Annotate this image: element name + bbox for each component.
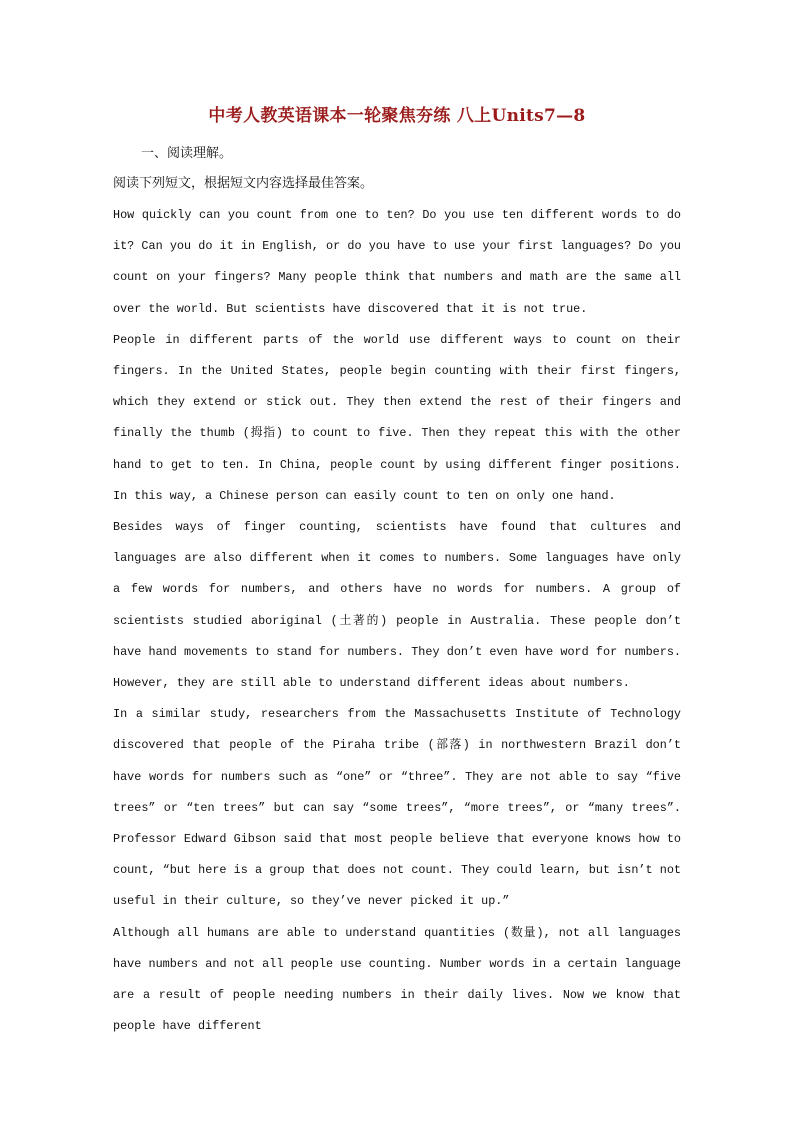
passage-paragraph-4: In a similar study, researchers from the Massachusetts Institute of Technology discovered that people of the Piraha tribe (部落) in northwestern Brazil don’t have words for numbers such as “one” or “three”. They are not able to say “five trees” or “ten trees” but can say “some trees”, “more trees”, or “many trees”. Professor Edward Gibson said that most people believe that everyone knows how to count, “but here is a group that does not count. They could learn, but isn’t not useful in their culture, so they’ve never picked it up.” [113,707,681,909]
passage-paragraph-1: How quickly can you count from one to ten? Do you use ten different words to do it? Can you do it in English, or do you have to use your first languages? Do you count on your fingers? Many people think that numbers and math are the same all over the world. But scientists have discovered that it is not true. [113,208,681,316]
reading-passage [113,200,681,1042]
section-heading: 一、阅读理解。 [141,146,233,161]
passage-paragraph-5: Although all humans are able to understand quantities (数量), not all languages have numbers and not all people use counting. Number words in a certain language are a result of people needing numbers in their daily lives. Now we know that people have different [113,925,681,1034]
passage-paragraph-3: Besides ways of finger counting, scientists have found that cultures and languages are also different when it comes to numbers. Some languages have only a few words for numbers, and others have no words for numbers. A group of scientists studied aboriginal (土著的) people in Australia. These people don’t have hand movements to stand for numbers. They don’t even have word for numbers. However, they are still able to understand different ideas about numbers. [113,520,681,691]
document-title: 中考人教英语课本一轮聚焦夯练 八上Units7—8 [208,106,586,126]
passage-paragraph-2: People in different parts of the world use different ways to count on their fingers. In the United States, people begin counting with their first fingers, which they extend or stick out. They then extend the rest of their fingers and finally the thumb (拇指) to count to five. Then they repeat this with the other hand to get to ten. In China, people count by using different finger positions. In this way, a Chinese person can easily count to ten on only one hand. [113,332,681,503]
instruction-text: 阅读下列短文，根据短文内容选择最佳答案。 [113,176,374,191]
